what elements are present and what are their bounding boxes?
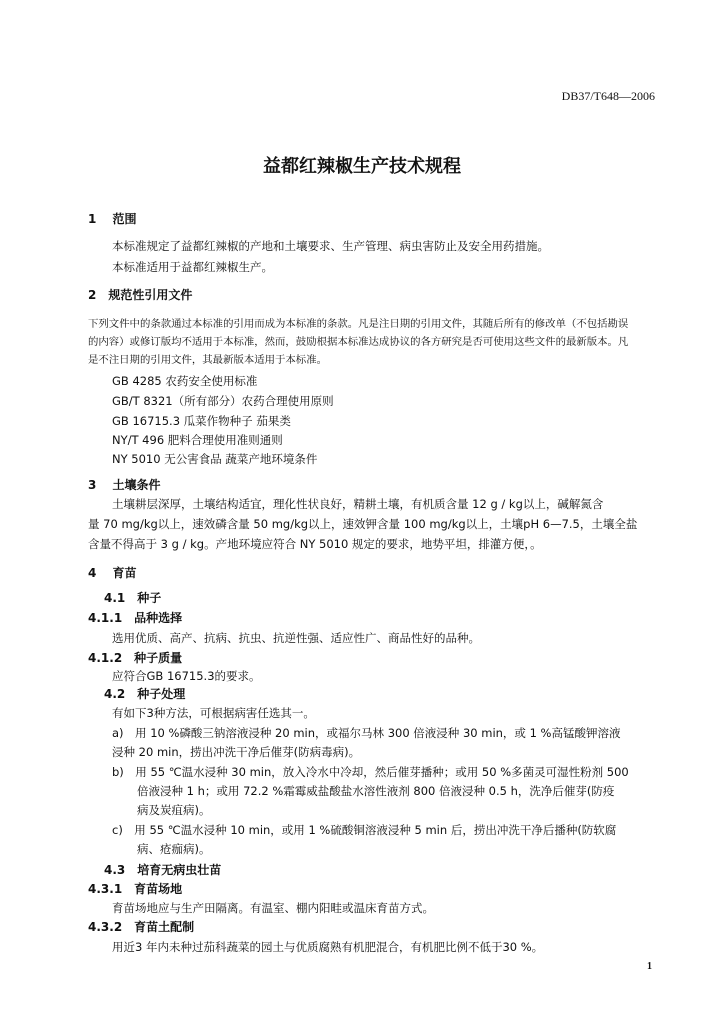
subsection-4-2-intro: 有如下3种方法，可根据病害任选其一。 (112, 706, 315, 720)
section-1-heading: 1 范围 (88, 212, 137, 226)
method-b-line-1: b) 用 55 ℃温水浸种 30 min，放入冷水中冷却，然后催芽播种；或用 50 %多菌灵可湿性粉剂 500 (112, 765, 629, 779)
subsection-4-3-2-text: 用近3 年内未种过茄科蔬菜的园土与优质腐熟有机肥混合，有机肥比例不低于30 %。 (112, 940, 544, 954)
section-3-line-2: 量 70 mg/kg以上，速效磷含量 50 mg/kg以上，速效钾含量 100 mg/kg以上，土壤pH 6—7.5，土壤全盐 (88, 517, 638, 531)
section-4-heading: 4 育苗 (88, 566, 137, 580)
reference-item: GB 16715.3 瓜菜作物种子 茄果类 (112, 414, 291, 428)
reference-item: NY/T 496 肥料合理使用准则通则 (112, 433, 283, 447)
reference-item: GB 4285 农药安全使用标准 (112, 374, 258, 388)
section-1-paragraph-2: 本标准适用于益都红辣椒生产。 (112, 260, 273, 274)
section-1-paragraph-1: 本标准规定了益都红辣椒的产地和土壤要求、生产管理、病虫害防止及安全用药措施。 (112, 239, 549, 253)
subsection-4-2-heading: 4.2 种子处理 (104, 687, 186, 701)
standard-code: DB37/T648—2006 (561, 89, 655, 103)
method-a-line-2: 浸种 20 min，捞出冲洗干净后催芽(防病毒病)。 (112, 745, 361, 759)
reference-item: GB/T 8321（所有部分）农药合理使用原则 (112, 394, 334, 408)
reference-item: NY 5010 无公害食品 蔬菜产地环境条件 (112, 452, 318, 466)
method-b-line-3: 病及炭疽病)。 (137, 803, 211, 817)
subsection-4-1-1-heading: 4.1.1 品种选择 (88, 611, 183, 625)
method-c-line-2: 病、疮痂病)。 (137, 842, 211, 856)
subsection-4-1-1-text: 选用优质、高产、抗病、抗虫、抗逆性强、适应性广、商品性好的品种。 (112, 631, 480, 645)
subsection-4-3-heading: 4.3 培育无病虫壮苗 (104, 863, 222, 877)
section-2-heading: 2 规范性引用文件 (88, 288, 193, 302)
subsection-4-1-heading: 4.1 种子 (104, 591, 162, 605)
section-3-line-3: 含量不得高于 3 g / kg。产地环境应符合 NY 5010 规定的要求，地势平坦，排灌方便，。 (88, 537, 542, 551)
method-a-line-1: a) 用 10 %磷酸三钠溶液浸种 20 min，或福尔马林 300 倍液浸种 30 min，或 1 %高锰酸钾溶液 (112, 726, 621, 740)
subsection-4-3-2-heading: 4.3.2 育苗土配制 (88, 920, 195, 934)
section-3-heading: 3 土壤条件 (88, 478, 161, 492)
subsection-4-1-2-text: 应符合GB 16715.3的要求。 (112, 669, 261, 683)
subsection-4-1-2-heading: 4.1.2 种子质量 (88, 651, 183, 665)
method-c-line-1: c) 用 55 ℃温水浸种 10 min，或用 1 %硫酸铜溶液浸种 5 min 后，捞出冲洗干净后播种(防软腐 (112, 823, 617, 837)
subsection-4-3-1-text: 育苗场地应与生产田隔离。有温室、棚内阳畦或温床育苗方式。 (112, 901, 434, 915)
method-b-line-2: 倍液浸种 1 h；或用 72.2 %霜霉威盐酸盐水溶性液剂 800 倍液浸种 0.5 h，洗净后催芽(防疫 (137, 784, 615, 798)
section-2-intro-line-2: 的内容）或修订版均不适用于本标准，然而，鼓励根据本标准达成协议的各方研究是否可使用这些文件的最新版本。凡 (88, 336, 629, 348)
section-2-intro-line-1: 下列文件中的条款通过本标准的引用而成为本标准的条款。凡是注日期的引用文件，其随后所有的修改单（不包括勘误 (88, 318, 629, 330)
document-title: 益都红辣椒生产技术规程 (263, 156, 461, 177)
page-number: 1 (647, 961, 652, 972)
section-2-intro-line-3: 是不注日期的引用文件，其最新版本适用于本标准。 (88, 354, 327, 366)
section-3-line-1: 土壤耕层深厚，土壤结构适宜，理化性状良好，精耕土壤，有机质含量 12 g / kg以上，碱解氮含 (112, 497, 604, 511)
subsection-4-3-1-heading: 4.3.1 育苗场地 (88, 882, 183, 896)
